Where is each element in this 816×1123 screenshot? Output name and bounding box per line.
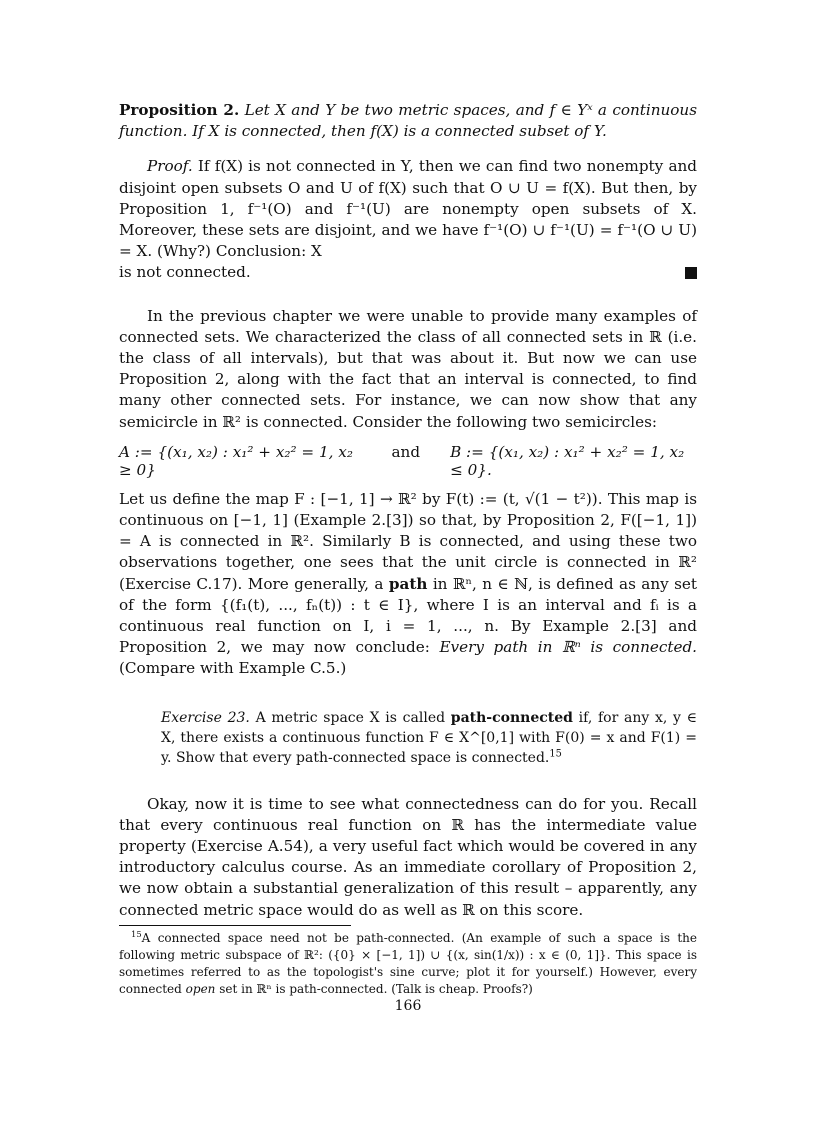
proof-end (119, 262, 697, 283)
exercise-part1: A metric space X is called (255, 709, 446, 726)
proof (119, 156, 697, 283)
path-term: path (388, 574, 428, 593)
set-a-definition: A := {(x₁, x₂) : x₁² + x₂² = 1, x₂ ≥ 0} (119, 442, 353, 479)
exercise-part2: if, for any x, y ∈ X, there exists a continuous function F ∈ X^[0,1] with F(0) = x and F(1) = y. Show that every path-connected space is connected. (161, 709, 698, 766)
paragraph-path-part3: (Compare with Example C.5.) (119, 659, 347, 678)
paragraph-intermediate-value: Okay, now it is time to see what connectedness can do for you. Recall that every continuous real function on ℝ has the intermediate value property (Exercise A.54), a very useful fact which would be covered in any introductory calculus course. As an immediate corollary of Proposition 2, we now obtain a substantial generalization of this result – apparently, any connected metric space would do as well as ℝ on this score. (119, 794, 697, 919)
paragraph-path-emphasis: Every path in ℝⁿ is connected. (439, 638, 697, 657)
proposition (119, 100, 697, 142)
proof-label: Proof. (147, 157, 193, 176)
footnote-part1: A connected space need not be path-connected. (An example of such a space is the following metric subspace of ℝ²: ({0} × [−1, 1]) ∪ {(x, sin(1/x)) : x ∈ (0, 1]}. This space is sometimes referred to as the topologist's sine curve; plot it for yourself.) However, every connected (119, 930, 697, 996)
proof-last-line: is not connected. (119, 263, 251, 282)
footnote-part2: set in ℝⁿ is path-connected. (Talk is cheap. Proofs?) (219, 981, 533, 996)
proposition-label: Proposition 2. (119, 101, 240, 119)
paragraph-path (119, 489, 697, 680)
path-connected-term: path-connected (450, 709, 573, 726)
semicircles-display (119, 443, 697, 479)
exercise-label: Exercise 23. (161, 709, 250, 726)
paragraph-connected-examples: In the previous chapter we were unable to provide many examples of connected sets. We characterized the class of all connected sets in ℝ (i.e. the class of all intervals), but that was about it. But now we can use Proposition 2, along with the fact that an interval is connected, to find many other connected sets. For instance, we can now show that any semicircle in ℝ² is connected. Consider the following two semicircles: (119, 306, 697, 431)
page-number: 166 (394, 998, 422, 1014)
footnote-15 (119, 930, 697, 998)
footnote-emphasis: open (185, 981, 216, 996)
set-b-definition: B := {(x₁, x₂) : x₁² + x₂² = 1, x₂ ≤ 0}. (450, 442, 685, 479)
paragraph-path-part1: Let us define the map F : [−1, 1] → ℝ² by F(t) := (t, √(1 − t²)). This map is continuous on [−1, 1] (Example 2.[3]) so that, by Proposition 2, F([−1, 1]) = A is connected in ℝ². Similarly B is connected, and using these two observations together, one sees that the unit circle is connected in ℝ² (Exercise C.17). More generally, a (119, 489, 697, 593)
display-and: and (391, 442, 421, 461)
proof-body: If f(X) is not connected in Y, then we can find two nonempty and disjoint open subsets O and U of f(X) such that O ∪ U = f(X). But then, by Proposition 1, f⁻¹(O) and f⁻¹(U) are nonempty open subsets of X. Moreover, these sets are disjoint, and we have f⁻¹(O) ∪ f⁻¹(U) = f⁻¹(O ∪ U) = X. (Why?) Conclusion: X (119, 157, 697, 261)
exercise-23 (161, 708, 697, 768)
paragraph-path-part2: in ℝⁿ, n ∈ ℕ, is defined as any set of the form {(f₁(t), ..., fₙ(t)) : t ∈ I}, where I is an interval and fᵢ is a continuous real function on I, i = 1, ..., n. By Example 2.[3] and Proposition 2, we may now conclude: (119, 574, 697, 657)
footnote-mark: 15 (131, 928, 142, 939)
qed-square-icon (685, 267, 697, 279)
proof-text (119, 156, 697, 262)
footnote-reference: 15 (549, 748, 562, 760)
proposition-statement: Let X and Y be two metric spaces, and f ∈ Yˣ a continuous function. If X is connected, then f(X) is a connected subset of Y. (119, 101, 697, 141)
page-body (119, 100, 697, 1010)
footnote-divider (119, 925, 351, 926)
